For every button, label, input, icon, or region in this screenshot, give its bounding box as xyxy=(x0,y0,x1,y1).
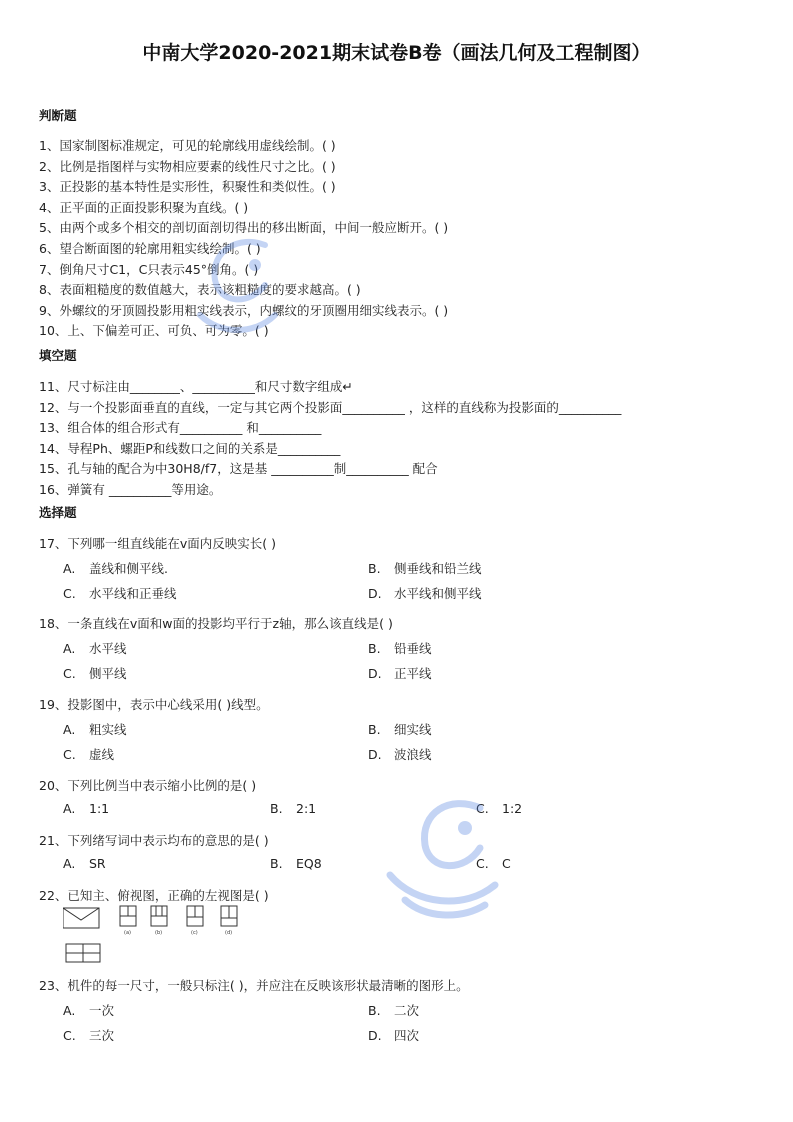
question-10: 10、上、下偏差可正、可负、可为零。( ) xyxy=(39,323,269,338)
option-18-b: B. 铅垂线 xyxy=(368,641,432,656)
question-11: 11、尺寸标注由________、__________和尺寸数字组成↵ xyxy=(39,379,353,394)
question-14: 14、导程Ph、螺距P和线数口之间的关系是__________ xyxy=(39,441,341,456)
option-18-d: D. 正平线 xyxy=(368,666,432,681)
option-20-b: B. 2:1 xyxy=(270,801,317,816)
question-1: 1、国家制图标准规定，可见的轮廓线用虚线绘制。( ) xyxy=(39,138,336,153)
option-23-d: D. 四次 xyxy=(368,1028,420,1043)
question-2: 2、比例是指图样与实物相应要素的线性尺寸之比。( ) xyxy=(39,159,336,174)
q22-view-figures xyxy=(63,904,253,966)
option-19-b: B. 细实线 xyxy=(368,722,432,737)
question-17: 17、下列哪一组直线能在v面内反映实长( ) xyxy=(39,536,277,551)
option-23-a: A. 一次 xyxy=(63,1003,115,1018)
question-5: 5、由两个或多个相交的剖切面剖切得出的移出断面，中间一般应断开。( ) xyxy=(39,220,449,235)
option-17-c: C. 水平线和正垂线 xyxy=(63,586,177,601)
question-9: 9、外螺纹的牙顶圆投影用粗实线表示，内螺纹的牙顶圈用细实线表示。( ) xyxy=(39,303,449,318)
option-20-a: A. 1:1 xyxy=(63,801,110,816)
option-17-b: B. 侧垂线和铅兰线 xyxy=(368,561,482,576)
section-judge-heading: 判断题 xyxy=(39,108,77,123)
question-19: 19、投影图中，表示中心线采用( )线型。 xyxy=(39,697,269,712)
option-17-d: D. 水平线和侧平线 xyxy=(368,586,482,601)
watermark-logo-top xyxy=(170,225,300,355)
question-3: 3、正投影的基本特性是实形性，积聚性和类似性。( ) xyxy=(39,179,336,194)
question-7: 7、倒角尺寸C1，C只表示45°倒角。( ) xyxy=(39,262,259,277)
q22-label-d: (d) xyxy=(225,930,233,936)
option-18-c: C. 侧平线 xyxy=(63,666,127,681)
section-choice-heading: 选择题 xyxy=(39,505,77,520)
option-21-b: B. EQ8 xyxy=(270,856,322,871)
watermark-logo-bottom xyxy=(365,790,515,940)
option-23-b: B. 二次 xyxy=(368,1003,420,1018)
option-21-a: A. SR xyxy=(63,856,106,871)
q22-top-view xyxy=(66,944,100,962)
q22-option-a-figure xyxy=(120,906,136,926)
question-18: 18、一条直线在v面和w面的投影均平行于z轴，那么该直线是( ) xyxy=(39,616,393,631)
question-4: 4、正平面的正面投影积聚为直线。( ) xyxy=(39,200,249,215)
question-20: 20、下列比例当中表示缩小比例的是( ) xyxy=(39,778,257,793)
option-17-a: A. 盖线和侧平线. xyxy=(63,561,168,576)
option-18-a: A. 水平线 xyxy=(63,641,127,656)
question-23: 23、机件的每一尺寸，一般只标注( )，并应注在反映该形状最清晰的图形上。 xyxy=(39,978,469,993)
option-19-c: C. 虚线 xyxy=(63,747,115,762)
option-19-d: D. 波浪线 xyxy=(368,747,432,762)
q22-label-b: (b) xyxy=(155,930,163,936)
q22-option-d-figure xyxy=(221,906,237,926)
question-21: 21、下列绪写词中表示均布的意思的是( ) xyxy=(39,833,269,848)
q22-option-b-figure xyxy=(151,906,167,926)
question-8: 8、表面粗糙度的数值越大，表示该粗糙度的要求越高。( ) xyxy=(39,282,361,297)
page-title: 中南大学2020-2021期末试卷B卷（画法几何及工程制图） xyxy=(142,42,651,64)
q22-option-c-figure xyxy=(187,906,203,926)
question-12: 12、与一个投影面垂直的直线，一定与其它两个投影面__________ ，这样的直线称为投影面的__________ xyxy=(39,400,622,415)
question-6: 6、望合断面图的轮廓用粗实线绘制。( ) xyxy=(39,241,261,256)
option-20-c: C. 1:2 xyxy=(476,801,523,816)
question-15: 15、孔与轴的配合为中30H8/f7，这是基 __________制__________ 配合 xyxy=(39,461,438,476)
option-21-c: C. C xyxy=(476,856,511,871)
option-23-c: C. 三次 xyxy=(63,1028,115,1043)
q22-label-c: (c) xyxy=(191,930,198,936)
question-16: 16、弹簧有 __________等用途。 xyxy=(39,482,222,497)
q22-label-a: (a) xyxy=(124,930,131,936)
option-19-a: A. 粗实线 xyxy=(63,722,127,737)
question-13: 13、组合体的组合形式有__________ 和__________ xyxy=(39,420,322,435)
section-fill-heading: 填空题 xyxy=(39,348,77,363)
q22-front-view xyxy=(63,908,99,928)
question-22: 22、已知主、俯视图，正确的左视图是( ) xyxy=(39,888,269,903)
